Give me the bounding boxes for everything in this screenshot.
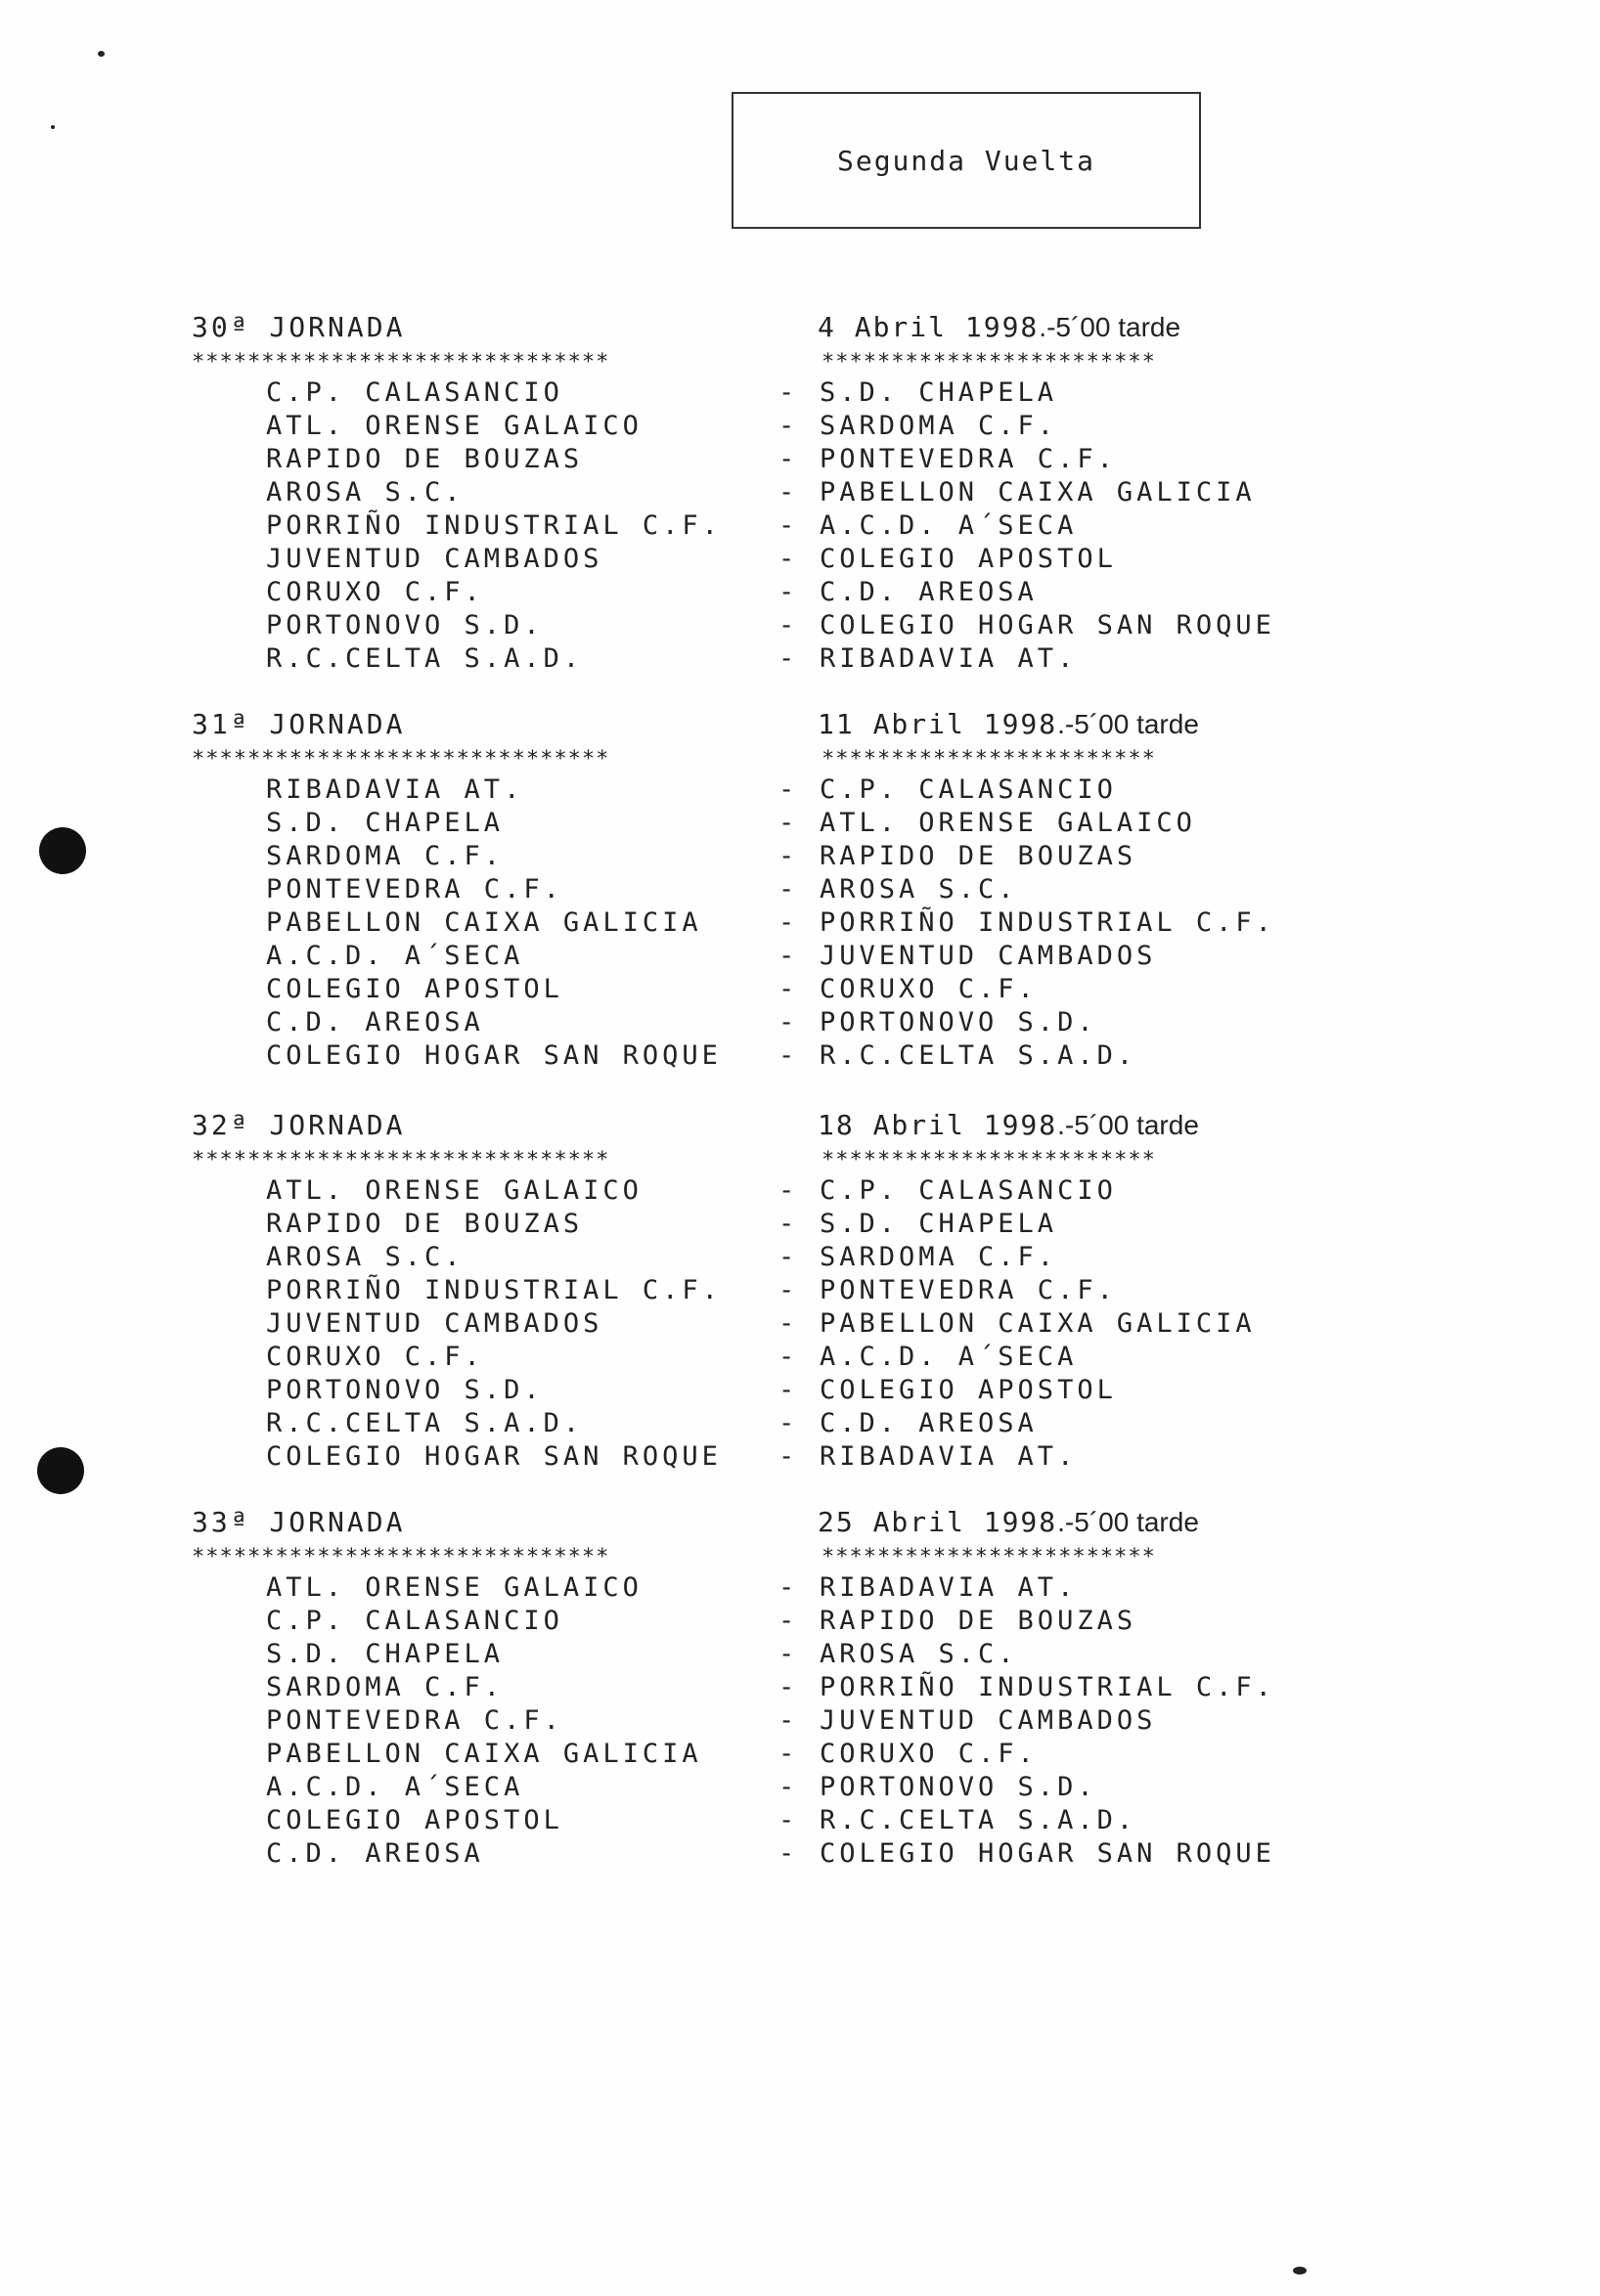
away-team: C.D. AREOSA [820,577,1038,607]
away-team: PABELLON CAIXA GALICIA [820,477,1256,508]
page-title-box [732,92,1201,229]
jornada-number: 30ª JORNADA [192,311,406,343]
away-team: PORTONOVO S.D. [820,1772,1097,1802]
home-team: CORUXO C.F. [266,577,484,607]
match-row [192,377,1307,411]
away-team: RAPIDO DE BOUZAS [820,1606,1137,1636]
away-team: ATL. ORENSE GALAICO [820,808,1196,838]
match-dash: - [778,1805,799,1835]
away-team: A.C.D. A´SECA [820,510,1078,541]
asterisk-separator [192,350,1307,377]
match-dash: - [778,1606,799,1636]
match-dash: - [778,808,799,838]
match-row [192,510,1307,544]
match-dash: - [778,610,799,640]
jornada-number: 33ª JORNADA [192,1506,406,1538]
match-dash: - [778,1572,799,1603]
match-row [192,1175,1307,1209]
home-team: JUVENTUD CAMBADOS [266,1308,603,1339]
away-team: C.D. AREOSA [820,1408,1038,1438]
home-team: S.D. CHAPELA [266,808,505,838]
jornada-number: 31ª JORNADA [192,708,406,740]
match-row [192,577,1307,610]
jornada-date [818,311,1180,343]
asterisk-line-right: ************************ [822,1545,1156,1569]
jornada-date [818,1109,1199,1141]
home-team: PORRIÑO INDUSTRIAL C.F. [266,1275,722,1305]
ink-speck [98,51,105,57]
jornada-header [192,1109,1307,1148]
away-team: COLEGIO APOSTOL [820,1375,1117,1405]
asterisk-line-left: ****************************** [192,747,610,772]
asterisk-line-right: ************************ [822,350,1156,375]
away-team: CORUXO C.F. [820,1739,1038,1769]
match-row [192,1441,1307,1475]
away-team: AROSA S.C. [820,1639,1018,1669]
match-row [192,1639,1307,1672]
match-dash: - [778,1209,799,1239]
match-dash: - [778,1639,799,1669]
match-row [192,643,1307,677]
home-team: PORTONOVO S.D. [266,610,544,640]
home-team: CORUXO C.F. [266,1342,484,1372]
jornada-date-day: 25 Abril 1998 [818,1506,1058,1538]
match-dash: - [778,1408,799,1438]
match-row [192,1209,1307,1242]
away-team: PORTONOVO S.D. [820,1007,1097,1038]
match-dash: - [778,444,799,474]
jornada-block [192,1506,1307,1872]
match-row [192,1739,1307,1772]
home-team: PONTEVEDRA C.F. [266,1705,563,1736]
match-dash: - [778,577,799,607]
home-team: PORTONOVO S.D. [266,1375,544,1405]
match-dash: - [778,1441,799,1472]
match-row [192,444,1307,477]
match-dash: - [778,1672,799,1702]
away-team: R.C.CELTA S.A.D. [820,1040,1137,1071]
home-team: ATL. ORENSE GALAICO [266,411,643,441]
ink-speck [1293,2267,1307,2274]
away-team: RIBADAVIA AT. [820,643,1078,674]
match-dash: - [778,974,799,1004]
match-row [192,1606,1307,1639]
jornada-date-day: 4 Abril 1998 [818,311,1040,343]
away-team: PONTEVEDRA C.F. [820,444,1117,474]
asterisk-line-right: ************************ [822,747,1156,772]
home-team: PONTEVEDRA C.F. [266,874,563,905]
jornada-number: 32ª JORNADA [192,1109,406,1141]
home-team: C.P. CALASANCIO [266,1606,563,1636]
home-team: PABELLON CAIXA GALICIA [266,1739,702,1769]
home-team: SARDOMA C.F. [266,1672,505,1702]
match-dash: - [778,1275,799,1305]
asterisk-line-left: ****************************** [192,1148,610,1172]
home-team: COLEGIO APOSTOL [266,1805,563,1835]
jornada-header [192,708,1307,747]
home-team: RAPIDO DE BOUZAS [266,444,584,474]
asterisk-separator [192,1148,1307,1175]
home-team: C.P. CALASANCIO [266,377,563,408]
away-team: AROSA S.C. [820,874,1018,905]
match-row [192,1275,1307,1308]
home-team: R.C.CELTA S.A.D. [266,1408,584,1438]
jornada-header [192,311,1307,350]
jornada-block [192,311,1307,677]
match-row [192,1375,1307,1408]
away-team: PABELLON CAIXA GALICIA [820,1308,1256,1339]
away-team: RIBADAVIA AT. [820,1441,1078,1472]
match-dash: - [778,841,799,871]
home-team: RAPIDO DE BOUZAS [266,1209,584,1239]
match-row [192,907,1307,941]
home-team: JUVENTUD CAMBADOS [266,544,603,574]
jornada-date [818,708,1199,740]
away-team: S.D. CHAPELA [820,377,1058,408]
away-team: COLEGIO APOSTOL [820,544,1117,574]
jornada-block [192,1109,1307,1475]
away-team: PONTEVEDRA C.F. [820,1275,1117,1305]
away-team: SARDOMA C.F. [820,1242,1058,1272]
match-dash: - [778,1772,799,1802]
match-dash: - [778,907,799,938]
match-row [192,941,1307,974]
match-row [192,1242,1307,1275]
match-row [192,477,1307,510]
away-team: C.P. CALASANCIO [820,774,1117,805]
home-team: ATL. ORENSE GALAICO [266,1175,643,1206]
jornada-time: .-5´00 tarde [1057,1110,1199,1140]
match-row [192,974,1307,1007]
asterisk-separator [192,1545,1307,1572]
match-row [192,1838,1307,1872]
jornada-date [818,1506,1199,1538]
ink-speck [51,125,55,129]
match-dash: - [778,411,799,441]
match-dash: - [778,1040,799,1071]
home-team: A.C.D. A´SECA [266,1772,524,1802]
jornada-time: .-5´00 tarde [1057,709,1199,739]
away-team: C.P. CALASANCIO [820,1175,1117,1206]
asterisk-separator [192,747,1307,774]
match-dash: - [778,1342,799,1372]
match-row [192,544,1307,577]
home-team: RIBADAVIA AT. [266,774,524,805]
home-team: C.D. AREOSA [266,1838,484,1869]
home-team: PORRIÑO INDUSTRIAL C.F. [266,510,722,541]
match-dash: - [778,1838,799,1869]
away-team: S.D. CHAPELA [820,1209,1058,1239]
home-team: COLEGIO HOGAR SAN ROQUE [266,1441,722,1472]
match-row [192,774,1307,808]
away-team: R.C.CELTA S.A.D. [820,1805,1137,1835]
match-row [192,1805,1307,1838]
punch-hole-bottom [37,1447,84,1494]
match-row [192,841,1307,874]
match-dash: - [778,941,799,971]
page-title: Segunda Vuelta [836,144,1095,177]
match-dash: - [778,377,799,408]
away-team: RAPIDO DE BOUZAS [820,841,1137,871]
match-dash: - [778,1007,799,1038]
away-team: PORRIÑO INDUSTRIAL C.F. [820,1672,1275,1702]
jornada-block [192,708,1307,1074]
match-row [192,1040,1307,1074]
match-dash: - [778,1242,799,1272]
jornada-time: .-5´00 tarde [1039,312,1181,342]
jornada-time: .-5´00 tarde [1057,1507,1199,1537]
match-dash: - [778,774,799,805]
home-team: SARDOMA C.F. [266,841,505,871]
home-team: AROSA S.C. [266,1242,465,1272]
punch-hole-top [39,827,86,874]
match-row [192,1342,1307,1375]
away-team: COLEGIO HOGAR SAN ROQUE [820,1838,1275,1869]
home-team: A.C.D. A´SECA [266,941,524,971]
home-team: ATL. ORENSE GALAICO [266,1572,643,1603]
match-row [192,1007,1307,1040]
match-row [192,610,1307,643]
match-dash: - [778,1375,799,1405]
match-row [192,1672,1307,1705]
away-team: RIBADAVIA AT. [820,1572,1078,1603]
match-dash: - [778,1175,799,1206]
home-team: AROSA S.C. [266,477,465,508]
home-team: COLEGIO HOGAR SAN ROQUE [266,1040,722,1071]
match-dash: - [778,477,799,508]
jornada-header [192,1506,1307,1545]
away-team: A.C.D. A´SECA [820,1342,1078,1372]
jornada-date-day: 11 Abril 1998 [818,708,1058,740]
away-team: CORUXO C.F. [820,974,1038,1004]
asterisk-line-left: ****************************** [192,1545,610,1569]
jornada-date-day: 18 Abril 1998 [818,1109,1058,1141]
match-row [192,1308,1307,1342]
away-team: JUVENTUD CAMBADOS [820,941,1157,971]
match-row [192,1772,1307,1805]
match-dash: - [778,510,799,541]
away-team: COLEGIO HOGAR SAN ROQUE [820,610,1275,640]
away-team: PORRIÑO INDUSTRIAL C.F. [820,907,1275,938]
match-dash: - [778,1739,799,1769]
asterisk-line-right: ************************ [822,1148,1156,1172]
match-row [192,874,1307,907]
home-team: COLEGIO APOSTOL [266,974,563,1004]
home-team: PABELLON CAIXA GALICIA [266,907,702,938]
match-row [192,1572,1307,1606]
match-row [192,411,1307,444]
match-row [192,1408,1307,1441]
asterisk-line-left: ****************************** [192,350,610,375]
home-team: S.D. CHAPELA [266,1639,505,1669]
away-team: SARDOMA C.F. [820,411,1058,441]
match-dash: - [778,544,799,574]
home-team: R.C.CELTA S.A.D. [266,643,584,674]
match-row [192,1705,1307,1739]
match-dash: - [778,874,799,905]
match-dash: - [778,1308,799,1339]
match-row [192,808,1307,841]
match-dash: - [778,1705,799,1736]
away-team: JUVENTUD CAMBADOS [820,1705,1157,1736]
home-team: C.D. AREOSA [266,1007,484,1038]
match-dash: - [778,643,799,674]
